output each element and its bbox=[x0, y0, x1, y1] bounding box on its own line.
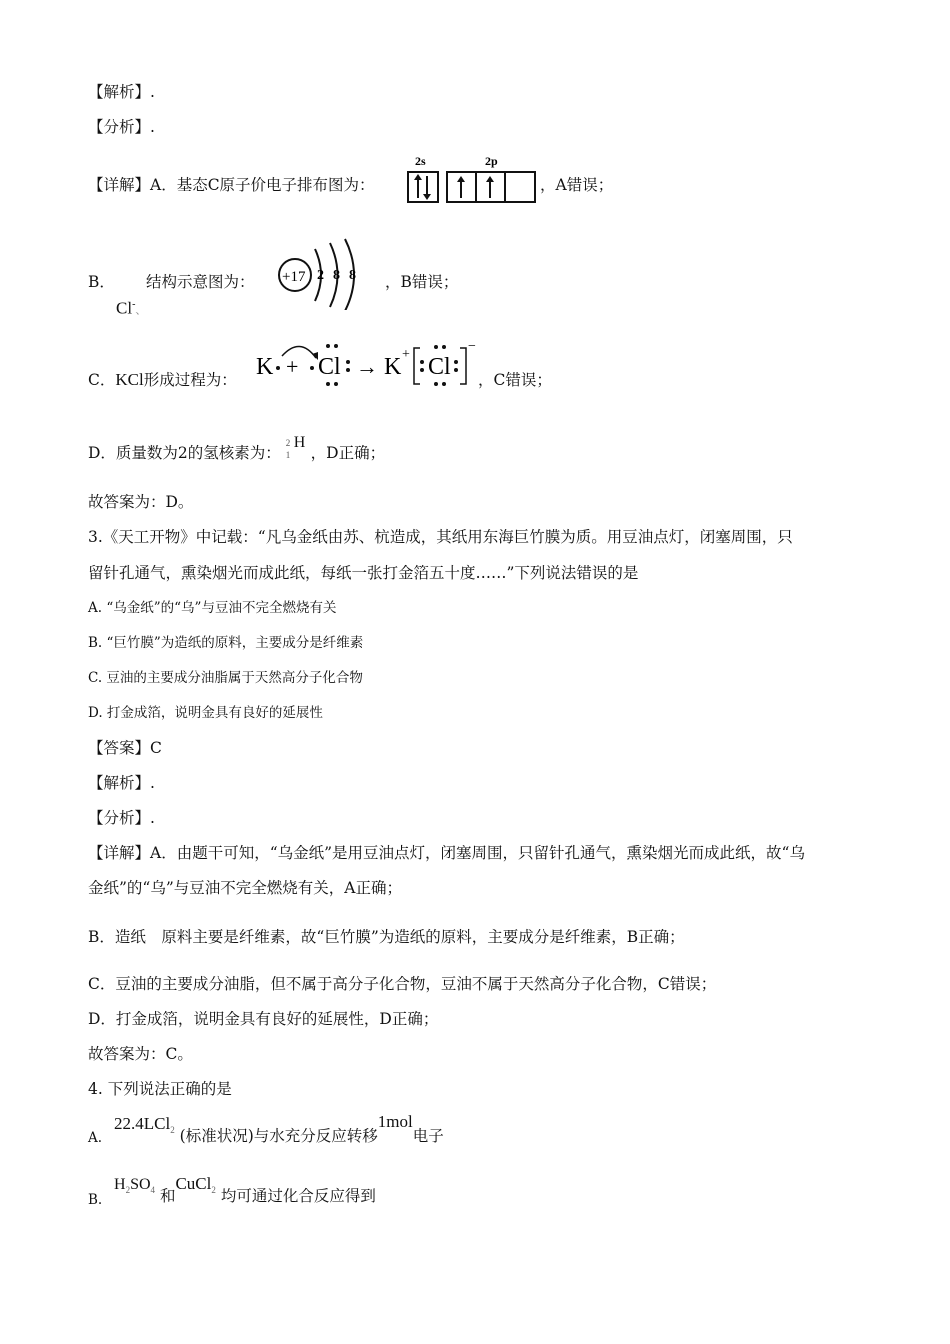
q3-option-a: A. “乌金纸”的“乌”与豆油不完全燃烧有关 bbox=[88, 600, 337, 616]
orbital-label-2s: 2s bbox=[415, 154, 426, 168]
q4-stem: 4. 下列说法正确的是 bbox=[88, 1080, 232, 1098]
q3-fenxi: 【分析】. bbox=[88, 809, 155, 827]
q4-option-b: $H_2SO_4$ 和CuCl$_2$ 均可通过化合反应得到 bbox=[114, 1174, 376, 1205]
orbital-label-2p: 2p bbox=[485, 154, 498, 168]
chloride-ion: Cl-、 bbox=[116, 298, 147, 318]
shell-electrons-3: 8 bbox=[349, 268, 356, 283]
q3-option-c: C. 豆油的主要成分油脂属于天然高分子化合物 bbox=[88, 670, 363, 686]
q3-detail-a1: 【详解】A．由题干可知，“乌金纸”是用豆油点灯，闭塞周围，只留针孔通气，熏染烟光而成此纸，故“乌 bbox=[88, 844, 805, 862]
q3-option-d: D. 打金成箔，说明金具有良好的延展性 bbox=[88, 705, 323, 721]
svg-text:+: + bbox=[286, 354, 299, 379]
q3-jiexi: 【解析】. bbox=[88, 774, 155, 792]
shell-electrons-1: 2 bbox=[317, 268, 324, 283]
svg-text:−: − bbox=[468, 339, 476, 354]
svg-text:K: K bbox=[256, 354, 274, 380]
detail-a-line: 【详解】A．基态C原子价电子排布图为： bbox=[88, 176, 375, 194]
q3-detail-a2: 金纸”的“乌”与豆油不完全燃烧有关，A正确； bbox=[88, 879, 402, 897]
c-post: ，C错误； bbox=[478, 371, 552, 389]
nucleus-charge: +17 bbox=[282, 269, 306, 285]
kcl-formation-diagram bbox=[252, 338, 482, 390]
svg-text:K: K bbox=[384, 354, 402, 380]
chloride-ion-structure-diagram bbox=[275, 235, 365, 310]
svg-text:→: → bbox=[356, 354, 378, 379]
shell-electrons-2: 8 bbox=[333, 268, 340, 283]
detail-a-post: ，A错误； bbox=[540, 176, 614, 194]
q4-option-a: 22.4LCl$_2$ (标准状况)与水充分反应转移1mol电子 bbox=[114, 1112, 444, 1145]
q4-option-a-label: A. bbox=[88, 1130, 103, 1146]
q3-detail-b: B．造纸 原料主要是纤维素，故“巨竹膜”为造纸的原料，主要成分是纤维素，B正确； bbox=[88, 928, 685, 946]
q3-detail-d: D．打金成箔，说明金具有良好的延展性，D正确； bbox=[88, 1010, 439, 1028]
q2-final-answer: 故答案为：D。 bbox=[88, 493, 194, 511]
svg-text:Cl: Cl bbox=[318, 354, 341, 380]
q3-final: 故答案为：C。 bbox=[88, 1045, 193, 1063]
fenxi-label: 【分析】. bbox=[88, 118, 155, 136]
q3-stem-line2: 留针孔通气，熏染烟光而成此纸，每纸一张打金箔五十度……”下列说法错误的是 bbox=[88, 564, 639, 582]
q3-stem-line1: 3.《天工开物》中记载：“凡乌金纸由苏、杭造成，其纸用东海巨竹膜为质。用豆油点灯，闭塞周围，只 bbox=[88, 528, 793, 546]
q4-option-b-label: B. bbox=[88, 1192, 103, 1208]
jiexi-label: 【解析】. bbox=[88, 83, 155, 101]
q3-answer: 【答案】C bbox=[88, 739, 162, 757]
svg-text:Cl: Cl bbox=[428, 354, 451, 380]
c-line: C．KCl形成过程为： bbox=[88, 370, 237, 389]
svg-text:+: + bbox=[402, 347, 410, 362]
b-label: B． bbox=[88, 273, 115, 291]
q3-detail-c: C．豆油的主要成分油脂，但不属于高分子化合物，豆油不属于天然高分子化合物，C错误； bbox=[88, 975, 717, 993]
orbital-diagram bbox=[405, 152, 537, 208]
b-post: ，B错误； bbox=[385, 273, 459, 291]
d-line: D．质量数为2的氢核素为： 2 1 H ，D正确； bbox=[88, 434, 386, 462]
hydrogen-nuclide: 2 1 H bbox=[285, 434, 306, 460]
q3-option-b: B. “巨竹膜”为造纸的原料，主要成分是纤维素 bbox=[88, 635, 364, 651]
b-structure-text: 结构示意图为： bbox=[146, 273, 255, 291]
